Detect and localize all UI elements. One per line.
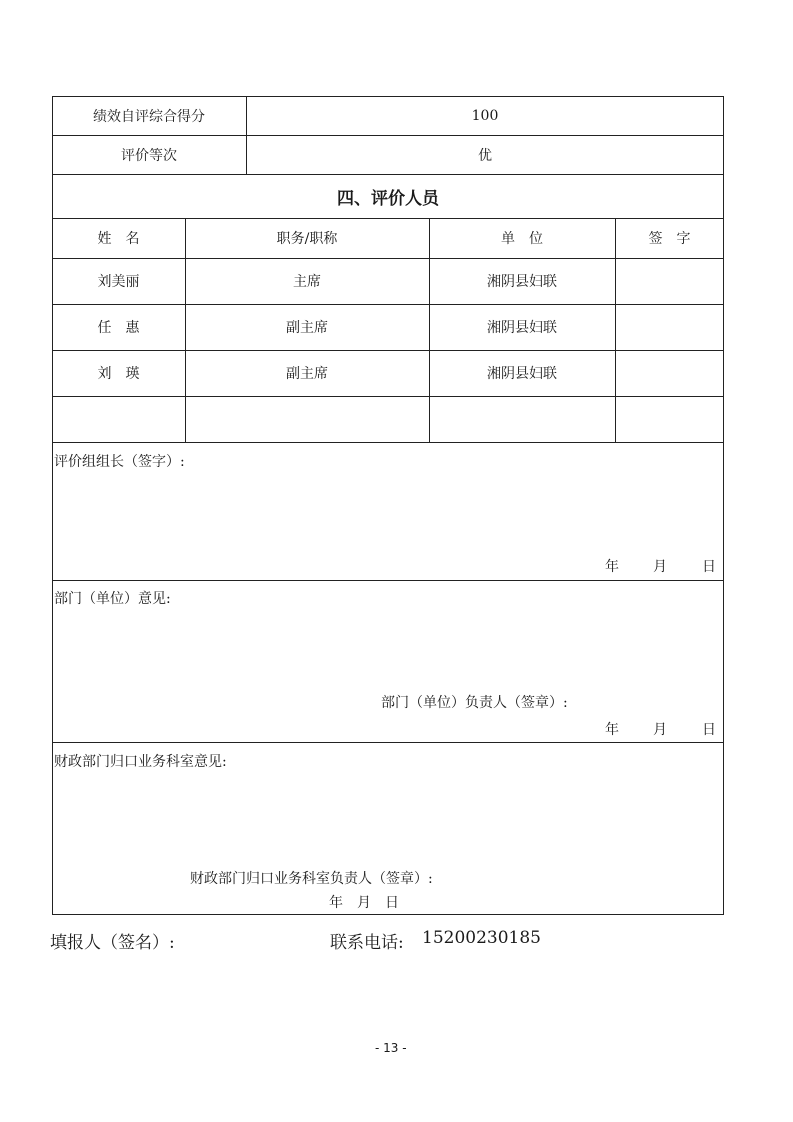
row-3-signature[interactable]: [615, 350, 724, 396]
section-title: 四、评价人员: [337, 188, 439, 209]
table-divider-1: [185, 218, 186, 442]
line-after-row2: [52, 350, 724, 351]
row-4-name[interactable]: [52, 396, 185, 442]
dept-month: 月: [653, 722, 667, 738]
phone-number: 15200230185: [422, 928, 541, 948]
row-3-name: 刘 瑛: [97, 366, 140, 382]
score-label: 绩效自评综合得分: [93, 108, 205, 125]
line-after-row1: [52, 304, 724, 305]
leader-year: 年: [605, 559, 619, 575]
row-2-position: 副主席: [286, 320, 328, 336]
line-after-header: [52, 258, 724, 259]
row-1-signature[interactable]: [615, 258, 724, 304]
dept-responsible: 部门（单位）负责人（签章）:: [381, 695, 568, 711]
row-1-unit: 湘阴县妇联: [487, 274, 557, 290]
line-top: [52, 96, 724, 97]
finance-responsible: 财政部门归口业务科室负责人（签章）:: [190, 871, 433, 887]
row-1-name: 刘美丽: [97, 274, 140, 290]
line-after-leader: [52, 580, 724, 581]
score-value: 100: [471, 107, 499, 124]
line-after-dept: [52, 742, 724, 743]
leader-month: 月: [653, 559, 667, 575]
row-4-position[interactable]: [185, 396, 429, 442]
line-after-title: [52, 218, 724, 219]
row-4-signature[interactable]: [615, 396, 724, 442]
line-after-grade: [52, 174, 724, 175]
row-2-name: 任 惠: [97, 320, 140, 336]
header-signature: 签 字: [648, 231, 691, 247]
filler-label: 填报人（签名）:: [50, 933, 175, 953]
row-4-unit[interactable]: [429, 396, 615, 442]
finance-label: 财政部门归口业务科室意见:: [54, 754, 227, 770]
header-position: 职务/职称: [276, 231, 338, 247]
header-unit: 单 位: [501, 231, 543, 247]
page-number: - 13 -: [375, 1041, 407, 1055]
dept-year: 年: [605, 722, 619, 738]
dept-day: 日: [702, 722, 716, 738]
row-3-position: 副主席: [286, 366, 328, 382]
phone-label: 联系电话:: [330, 933, 404, 953]
leader-label: 评价组组长（签字）:: [54, 454, 185, 470]
line-after-score: [52, 135, 724, 136]
table-divider-3: [615, 218, 616, 442]
row-2-signature[interactable]: [615, 304, 724, 350]
line-after-row3: [52, 396, 724, 397]
row-1-position: 主席: [293, 274, 321, 290]
leader-day: 日: [702, 559, 716, 575]
line-bottom: [52, 914, 724, 915]
grade-label: 评价等次: [121, 147, 177, 164]
row-3-unit: 湘阴县妇联: [487, 366, 557, 382]
dept-label: 部门（单位）意见:: [54, 591, 171, 607]
line-after-row4: [52, 442, 724, 443]
finance-date: 年 月 日: [329, 895, 399, 911]
row-2-unit: 湘阴县妇联: [487, 320, 557, 336]
table-divider-2: [429, 218, 430, 442]
grade-value: 优: [478, 147, 492, 164]
header-name: 姓 名: [97, 231, 140, 247]
